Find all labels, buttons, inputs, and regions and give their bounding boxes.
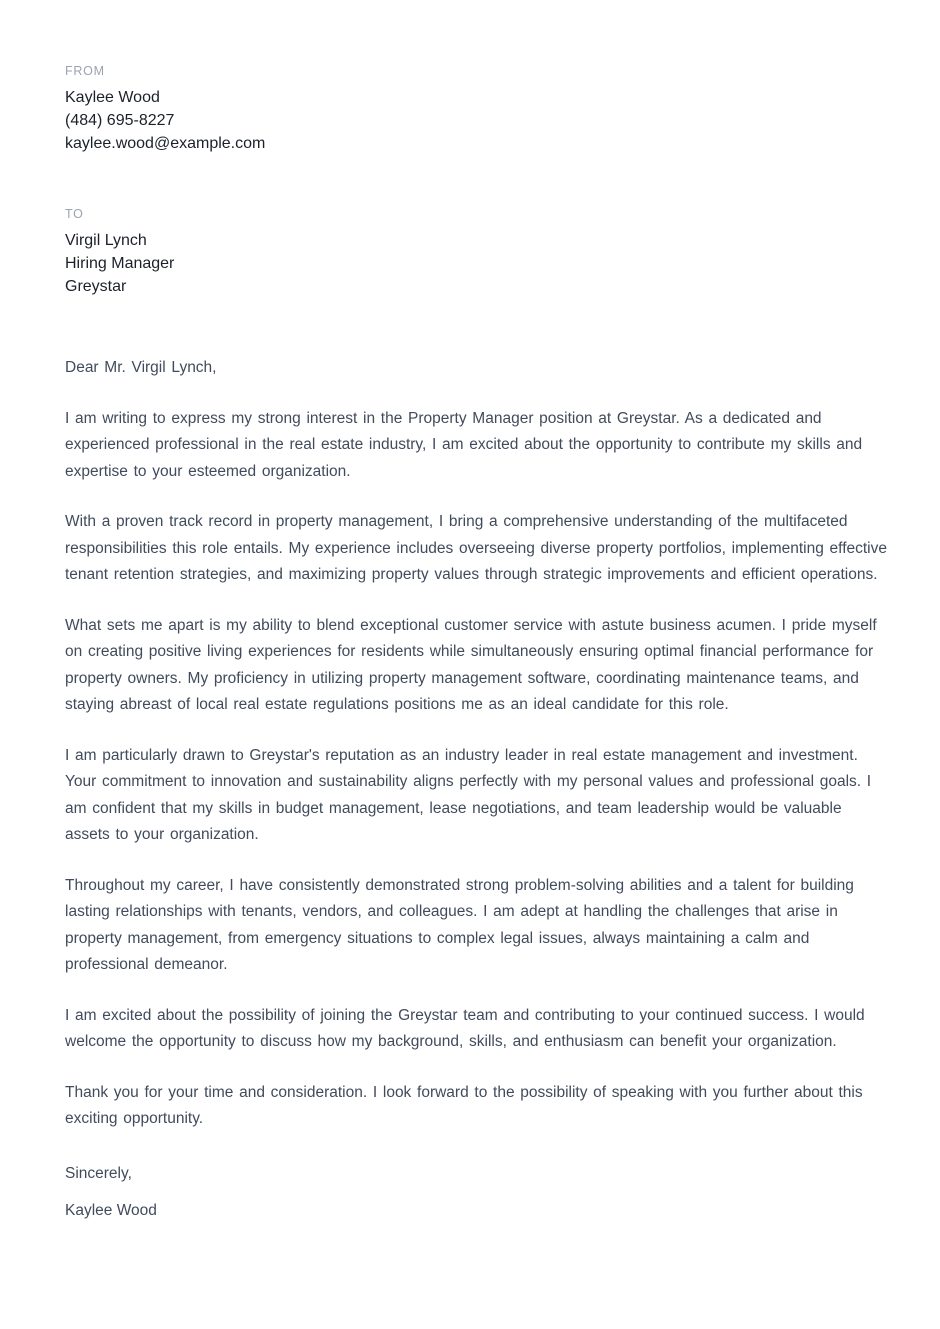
body-paragraph: I am writing to express my strong interest in the Property Manager position at Greystar. As a dedicated and experienced professional in the real estate industry, I am excited about the opportunity to contribute my skills and expertise to your esteemed organization.: [65, 409, 863, 480]
recipient-company: Greystar: [65, 278, 127, 295]
sender-name: Kaylee Wood: [65, 89, 160, 106]
body-paragraph: Thank you for your time and consideration. I look forward to the possibility of speaking with you further about this exciting opportunity.: [65, 1083, 863, 1127]
body-paragraph: I am excited about the possibility of joining the Greystar team and contributing to your continued success. I would welcome the opportunity to discuss how my background, skills, and enthusiasm can benefit your organization.: [65, 1006, 865, 1050]
body-paragraph: What sets me apart is my ability to blend exceptional customer service with astute business acumen. I pride myself on creating positive living experiences for residents while simultaneously ensuring optimal financial performance for property owners. My proficiency in utilizing property management software, coordinating maintenance teams, and staying abreast of local real estate regulations positions me as an ideal candidate for this role.: [65, 616, 877, 713]
letter-body: [65, 355, 892, 1225]
sender-email: kaylee.wood@example.com: [65, 135, 266, 152]
body-paragraph: With a proven track record in property management, I bring a comprehensive understanding of the multifaceted responsibilities this role entails. My experience includes overseeing diverse property portfolios, implementing effective tenant retention strategies, and maximizing property values through strategic improvements and efficient operations.: [65, 513, 887, 583]
recipient-name: Virgil Lynch: [65, 232, 147, 249]
closing: Sincerely,: [65, 1164, 132, 1182]
body-paragraph: I am particularly drawn to Greystar's reputation as an industry leader in real estate management and investment. Your commitment to innovation and sustainability aligns perfectly with my personal values and professional goals. I am confident that my skills in budget management, lease negotiations, and team leadership would be valuable assets to your organization.: [65, 746, 872, 843]
recipient-block: [65, 207, 892, 298]
recipient-title: Hiring Manager: [65, 255, 175, 272]
salutation: Dear Mr. Virgil Lynch,: [65, 359, 217, 376]
signature-name: Kaylee Wood: [65, 1202, 157, 1219]
from-label: FROM: [65, 64, 105, 78]
sender-phone: (484) 695-8227: [65, 112, 175, 129]
to-label: TO: [65, 207, 84, 221]
sender-block: [65, 64, 892, 155]
body-paragraph: Throughout my career, I have consistently demonstrated strong problem-solving abilities and a talent for building lasting relationships with tenants, vendors, and colleagues. I am adept at handling the challenges that arise in property management, from emergency situations to complex legal issues, always maintaining a calm and professional demeanor.: [65, 876, 854, 973]
